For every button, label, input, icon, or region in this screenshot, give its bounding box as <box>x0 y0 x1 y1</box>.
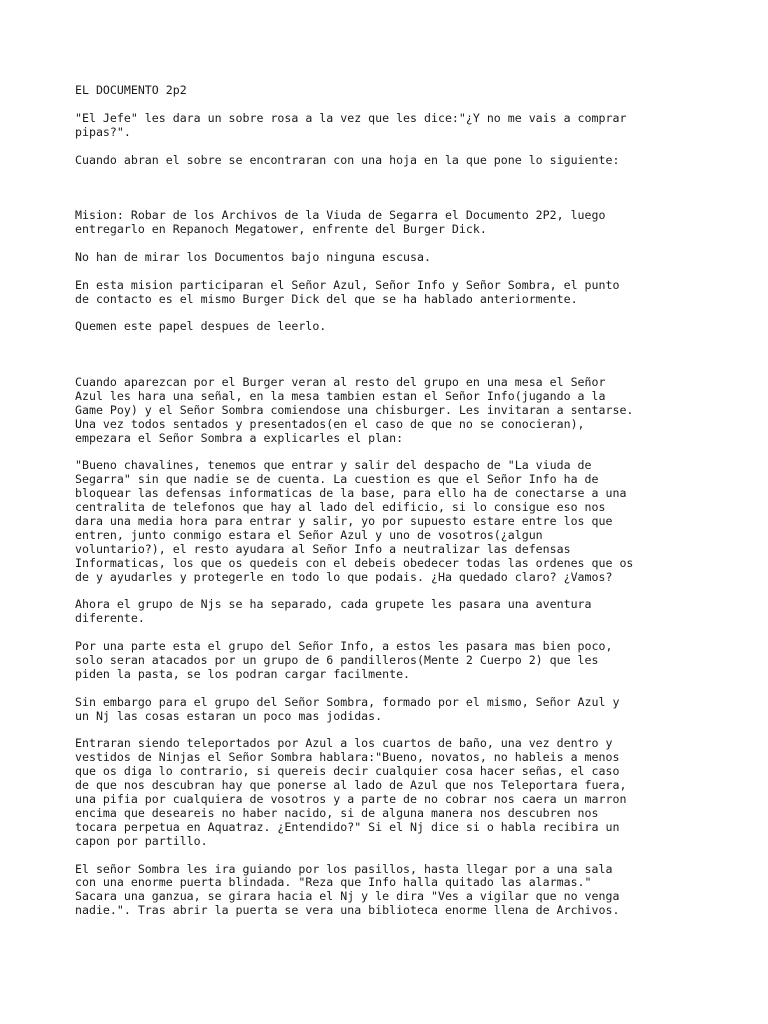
paragraph-puerta-blindada: El señor Sombra les ira guiando por los pasillos, hasta llegar por a una sala con una enorme puerta blindada. "Reza que Info halla quitado las alarmas." Sacara una ganzua, se girara hacia el Nj y le dira "Ves a vigilar que no venga nadie.". Tras abrir la puerta se vera una biblioteca enorme llena de Archivos. <box>75 861 620 918</box>
blank-space <box>75 181 705 209</box>
paragraph-no-mirar: No han de mirar los Documentos bajo ninguna escusa. <box>75 249 431 264</box>
document-title: EL DOCUMENTO 2p2 <box>75 83 187 97</box>
paragraph-abrir-sobre: Cuando abran el sobre se encontraran con una hoja en la que pone lo siguiente: <box>75 152 620 167</box>
paragraph-burger: Cuando aparezcan por el Burger veran al resto del grupo en una mesa el Señor Azul les hara una señal, en la mesa tambien estan el Señor Info(jugando a la Game Poy) y el Señor Sombra comiendose una chisburger. Les invitaran a sentarse. Una vez todos sentados y presentados(en el caso de que no se conocieran), empezara el Señor Sombra a explicarles el plan: <box>75 374 634 445</box>
blank-space <box>75 348 705 376</box>
paragraph-grupo-info: Por una parte esta el grupo del Señor Info, a estos les pasara mas bien poco, solo seran atacados por un grupo de 6 pandilleros(Mente 2 Cuerpo 2) que les piden la pasta, se los podran cargar facilmente. <box>75 639 613 681</box>
paragraph-grupo-separado: Ahora el grupo de Njs se ha separado, cada grupete les pasara una aventura diferente. <box>75 597 592 626</box>
paragraph-teleportados: Entraran siendo teleportados por Azul a los cuartos de baño, una vez dentro y vestidos de Ninjas el Señor Sombra hablara:"Bueno, novatos, no hableis a menos que os diga lo contrario, si quereis decir cualquier cosa hacer señas, el caso de que nos descubran hay que ponerse al lado de Azul que nos Teleportara fuera, una pifia por cualquiera de vosotros y a parte de no cobrar nos caera un marron encima que deseareis no haber nacido, si de alguna manera nos descubren nos tocara perpetua en Aquatraz. ¿Entendido?" Si el Nj dice si o habla recibira un capon por partillo. <box>75 736 627 848</box>
paragraph-quemen-papel: Quemen este papel despues de leerlo. <box>75 319 327 334</box>
paragraph-participantes: En esta mision participaran el Señor Azul, Señor Info y Señor Sombra, el punto de contacto es el mismo Burger Dick del que se ha hablado anteriormente. <box>75 277 620 306</box>
paragraph-grupo-sombra: Sin embargo para el grupo del Señor Sombra, formado por el mismo, Señor Azul y un Nj las cosas estaran un poco mas jodidas. <box>75 694 620 723</box>
document-page <box>75 84 705 932</box>
paragraph-plan: "Bueno chavalines, tenemos que entrar y salir del despacho de "La viuda de Segarra" sin que nadie se de cuenta. La cuestion es que el Señor Info ha de bloquear las defensas informaticas de la base, para ello ha de conectarse a una centralita de telefonos que hay al lado del edificio, si lo consigue eso nos dara una media hora para entrar y salir, yo por supuesto estare entre los que entren, junto conmigo estara el Señor Azul y uno de vosotros(¿algun voluntario?), el resto ayudara al Señor Info a neutralizar las defensas Informaticas, los que os quedeis con el debeis obedecer todas las ordenes que os de y ayudarles y protegerle en todo lo que podais. ¿Ha quedado claro? ¿Vamos? <box>75 458 634 584</box>
paragraph-mision: Mision: Robar de los Archivos de la Viuda de Segarra el Documento 2P2, luego entregarlo en Repanoch Megatower, enfrente del Burger Dick. <box>75 208 606 236</box>
paragraph-jefe-sobre: "El Jefe" les dara un sobre rosa a la vez que les dice:"¿Y no me vais a comprar pipas?". <box>75 110 627 139</box>
